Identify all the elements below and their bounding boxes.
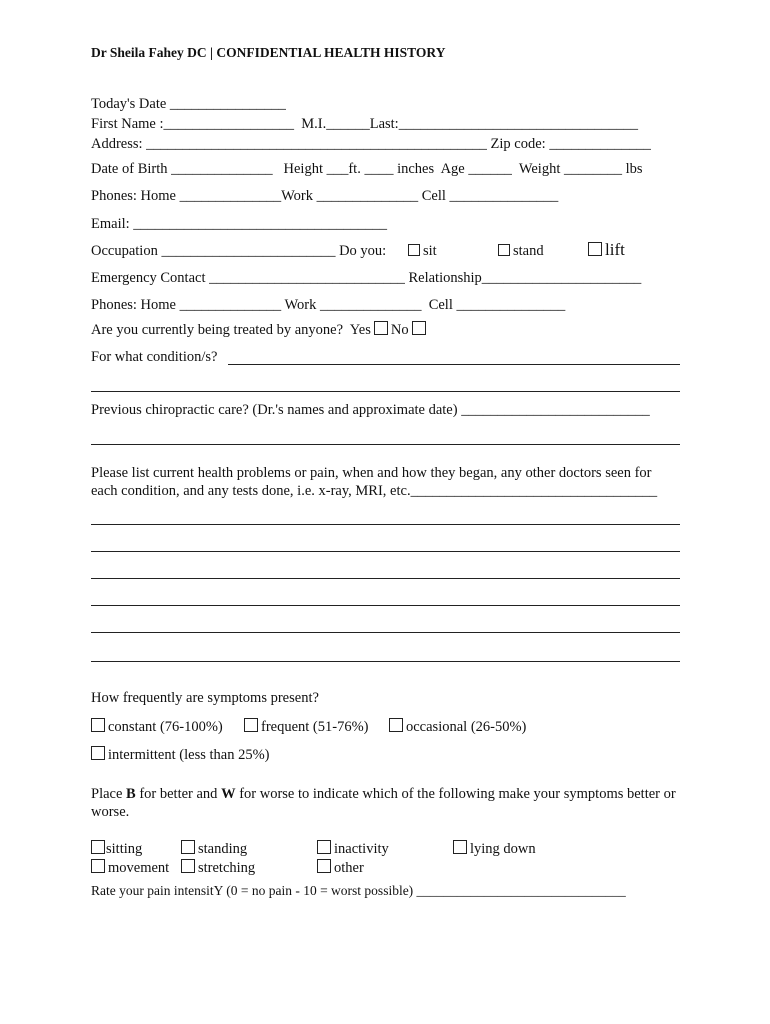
sitting-checkbox[interactable] bbox=[91, 840, 105, 854]
todays-date-field[interactable]: Today's Date ________________ bbox=[91, 96, 286, 112]
inactivity-label: inactivity bbox=[334, 841, 389, 857]
lift-option[interactable] bbox=[588, 241, 625, 259]
dob-height-age-weight-field[interactable]: Date of Birth ______________ Height ___ft. ____ inches Age ______ Weight ________ lbs bbox=[91, 161, 643, 177]
better-marker: B bbox=[126, 786, 136, 802]
lift-label: lift bbox=[605, 240, 625, 259]
current-problems-text-2[interactable]: each condition, and any tests done, i.e. x-ray, MRI, etc.__________________________________ bbox=[91, 483, 658, 499]
freq-intermittent-option[interactable] bbox=[91, 746, 269, 764]
frequent-label: frequent (51-76%) bbox=[261, 719, 369, 735]
freq-constant-option[interactable] bbox=[91, 718, 223, 736]
name-field[interactable]: First Name :__________________ M.I.______Last:_________________________________ bbox=[91, 116, 638, 132]
occupation-field[interactable]: Occupation ________________________ Do you: bbox=[91, 243, 387, 259]
standing-checkbox[interactable] bbox=[181, 840, 195, 854]
better-worse-instructions bbox=[91, 785, 691, 821]
bw-other-option[interactable] bbox=[317, 859, 364, 877]
problems-line[interactable] bbox=[91, 551, 680, 552]
stand-checkbox[interactable] bbox=[498, 244, 510, 256]
problems-line[interactable] bbox=[91, 632, 680, 633]
worse-marker: W bbox=[221, 786, 236, 802]
sit-label: sit bbox=[423, 243, 437, 259]
constant-label: constant (76-100%) bbox=[108, 719, 223, 735]
form-title: Dr Sheila Fahey DC | CONFIDENTIAL HEALTH HISTORY bbox=[91, 45, 446, 60]
bw-lying-down-option[interactable] bbox=[453, 840, 536, 858]
bw-text-mid: for better and bbox=[135, 786, 222, 802]
phones-field[interactable]: Phones: Home ______________Work ______________ Cell _______________ bbox=[91, 188, 559, 204]
problems-line[interactable] bbox=[91, 578, 680, 579]
emergency-contact-field[interactable]: Emergency Contact ___________________________ Relationship______________________ bbox=[91, 270, 642, 286]
bw-text-suffix: for worse to indicate which of the following make your symptoms better or worse. bbox=[91, 786, 676, 820]
constant-checkbox[interactable] bbox=[91, 718, 105, 732]
bw-text-prefix: Place bbox=[91, 786, 127, 802]
inactivity-checkbox[interactable] bbox=[317, 840, 331, 854]
condition-line[interactable] bbox=[228, 364, 680, 365]
problems-line[interactable] bbox=[91, 605, 680, 606]
treated-no-label: No bbox=[390, 322, 409, 338]
previous-care-field[interactable]: Previous chiropractic care? (Dr.'s names and approximate date) __________________________ bbox=[91, 402, 650, 418]
treated-question-label: Are you currently being treated by anyone? Yes bbox=[91, 322, 371, 338]
condition-line-2[interactable] bbox=[91, 391, 680, 392]
intermittent-label: intermittent (less than 25%) bbox=[108, 747, 270, 763]
email-field[interactable]: Email: ___________________________________ bbox=[91, 216, 388, 232]
pain-rating-field[interactable]: Rate your pain intensitY (0 = no pain - 10 = worst possible) _______________________________ bbox=[91, 883, 626, 898]
frequent-checkbox[interactable] bbox=[244, 718, 258, 732]
movement-checkbox[interactable] bbox=[91, 859, 105, 873]
occasional-checkbox[interactable] bbox=[389, 718, 403, 732]
sit-option[interactable] bbox=[408, 242, 437, 260]
intermittent-checkbox[interactable] bbox=[91, 746, 105, 760]
condition-label: For what condition/s? bbox=[91, 349, 218, 365]
problems-line[interactable] bbox=[91, 524, 680, 525]
movement-label: movement bbox=[108, 860, 170, 876]
bw-inactivity-option[interactable] bbox=[317, 840, 389, 858]
other-label: other bbox=[334, 860, 364, 876]
address-field[interactable]: Address: _______________________________________________ Zip code: ______________ bbox=[91, 136, 651, 152]
stretching-label: stretching bbox=[198, 860, 256, 876]
current-problems-text-1: Please list current health problems or pain, when and how they began, any other doctors seen for bbox=[91, 465, 652, 481]
lying-down-checkbox[interactable] bbox=[453, 840, 467, 854]
bw-stretching-option[interactable] bbox=[181, 859, 255, 877]
stand-option[interactable] bbox=[498, 242, 544, 260]
other-checkbox[interactable] bbox=[317, 859, 331, 873]
sit-checkbox[interactable] bbox=[408, 244, 420, 256]
freq-occasional-option[interactable] bbox=[389, 718, 526, 736]
frequency-question: How frequently are symptoms present? bbox=[91, 690, 319, 706]
bw-sitting-option[interactable] bbox=[91, 840, 142, 858]
sitting-label: sitting bbox=[106, 841, 143, 857]
stretching-checkbox[interactable] bbox=[181, 859, 195, 873]
stand-label: stand bbox=[513, 243, 544, 259]
emergency-phones-field[interactable]: Phones: Home ______________ Work ______________ Cell _______________ bbox=[91, 297, 566, 313]
bw-movement-option[interactable] bbox=[91, 859, 169, 877]
occasional-label: occasional (26-50%) bbox=[406, 719, 527, 735]
lift-checkbox[interactable] bbox=[588, 242, 602, 256]
previous-care-line-2[interactable] bbox=[91, 444, 680, 445]
freq-frequent-option[interactable] bbox=[244, 718, 369, 736]
treated-question bbox=[91, 321, 429, 339]
treated-yes-checkbox[interactable] bbox=[374, 321, 388, 335]
problems-line[interactable] bbox=[91, 661, 680, 662]
treated-no-checkbox[interactable] bbox=[412, 321, 426, 335]
standing-label: standing bbox=[198, 841, 248, 857]
bw-standing-option[interactable] bbox=[181, 840, 247, 858]
lying-down-label: lying down bbox=[470, 841, 536, 857]
